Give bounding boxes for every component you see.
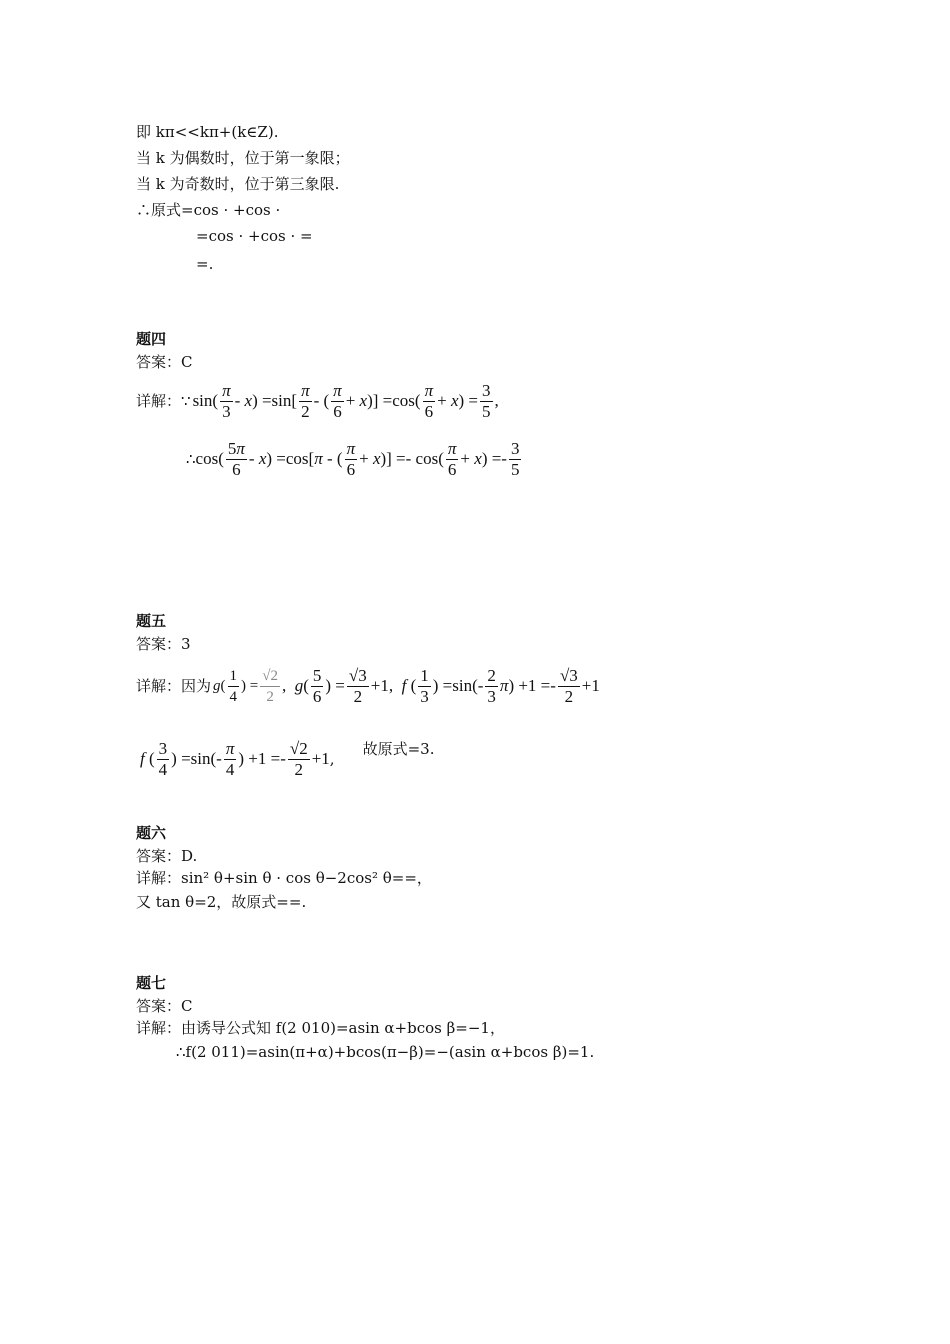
- q5-formula-2: f ( $\frac{3}{4}$ ) =sin(- $\frac{\pi}{4}$ ) +1 =- $\frac{√2}{2}$ +1 , 故原式=3.: [140, 738, 435, 779]
- text-line: 当 k 为奇数时，位于第三象限.: [136, 175, 340, 193]
- q4-formula-2: ∴ cos( $\frac{5\pi}{6}$ - x) =cos[π - ( $\frac{\pi}{6}$ + x)] =- cos( $\frac{\pi}{6}$ + x) =- $\frac{3}{5}$: [186, 438, 520, 479]
- text-line: 当 k 为偶数时，位于第一象限；: [136, 149, 350, 167]
- text-line: =cos · +cos · =: [196, 227, 313, 245]
- q5-formula-1: 详解：因为 g ( $\frac{1}{4}$ ) = $\frac{√2}{2}$ , g( $\frac{5}{6}$ ) = $\frac{√3}{2}$ +1, f ( $\frac{1}{3}$ ) =sin(- $\frac{2}{3}$ π) +1 =- $\frac{√3}{2}$ +1: [136, 665, 600, 706]
- text-line: =.: [196, 255, 214, 273]
- answer-text: 答案：3: [136, 635, 191, 653]
- answer-text: 答案：C: [136, 997, 193, 1015]
- question-title: 题四: [136, 330, 167, 348]
- detail-line: 详解：由诱导公式知 f(2 010)=asin α+bcos β=−1，: [136, 1019, 505, 1037]
- detail-label: 详解：因为: [136, 677, 212, 695]
- detail-label: 详解：: [136, 392, 182, 410]
- q4-formula-1: 详解： ∵ sin( $\frac{\pi}{3}$ - x) =sin[ $\frac{\pi}{2}$ - ( $\frac{\pi}{6}$ + x)] =cos( $\frac{\pi}{6}$ + x) = $\frac{3}{5}$ ,: [136, 380, 499, 421]
- question-title: 题七: [136, 974, 167, 992]
- because-symbol: ∵: [181, 392, 191, 410]
- answer-text: 答案：D.: [136, 847, 198, 865]
- detail-line: 又 tan θ=2，故原式==.: [136, 893, 307, 911]
- answer-text: 答案：C: [136, 353, 193, 371]
- detail-line: ∴f(2 011)=asin(π+α)+bcos(π−β)=−(asin α+bcos β)=1.: [176, 1043, 595, 1061]
- question-title: 题五: [136, 612, 167, 630]
- text-line: 即 kπ<<kπ+(k∈Z).: [136, 123, 279, 141]
- q5-conclusion: 故原式=3.: [362, 740, 435, 758]
- detail-line: 详解：sin² θ+sin θ · cos θ−2cos² θ==，: [136, 869, 432, 887]
- question-title: 题六: [136, 824, 167, 842]
- text-line: ∴原式=cos · +cos ·: [136, 201, 281, 219]
- therefore-symbol: ∴: [186, 450, 196, 468]
